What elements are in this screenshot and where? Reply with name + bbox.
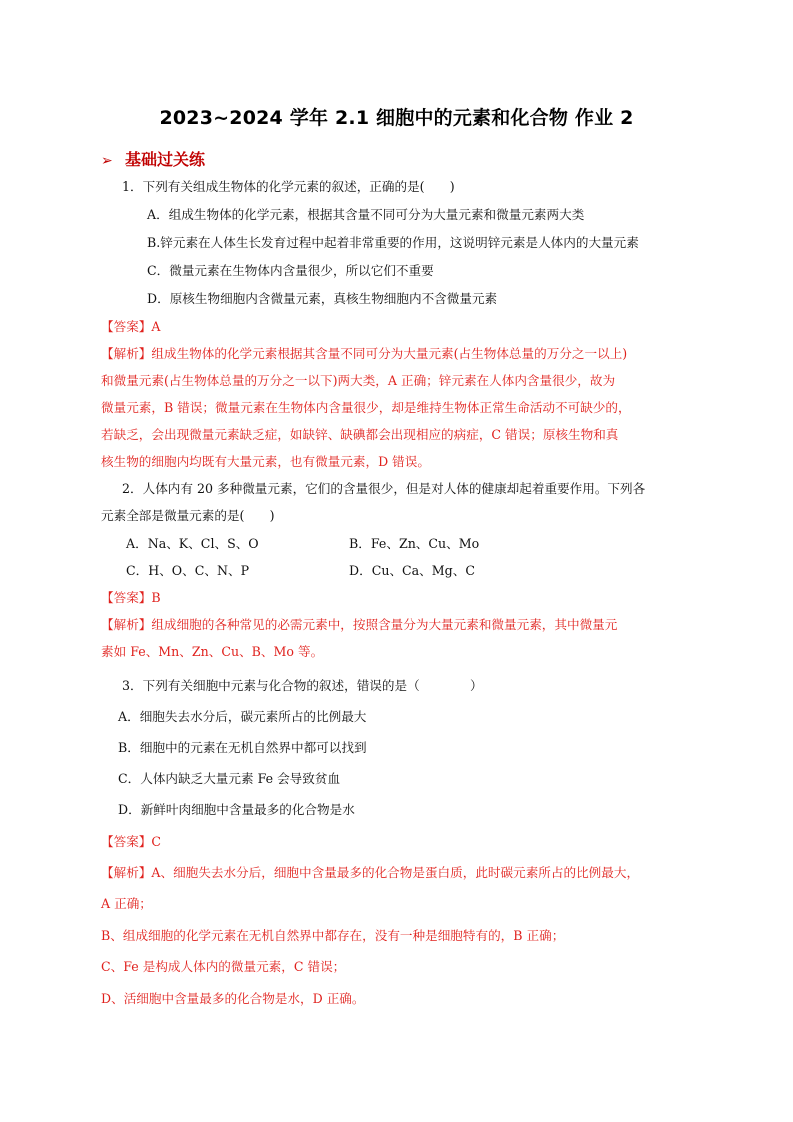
section-label: 基础过关练 [125, 150, 206, 169]
q3-analysis-line: A 正确； [101, 896, 152, 911]
answer-tag: 【答案】 [101, 319, 152, 334]
q2-stem: 元素全部是微量元素的是( ) [101, 508, 275, 523]
q1-answer [101, 318, 160, 336]
analysis-tag: 【解析】 [101, 865, 152, 880]
q3-stem: 3．下列有关细胞中元素与化合物的叙述，错误的是（ ） [122, 678, 483, 693]
q2-analysis-line [101, 616, 617, 634]
analysis-text: 组成生物体的化学元素根据其含量不同可分为大量元素(占生物体总量的万分之一以上) [151, 346, 628, 361]
q2-stem: 2．人体内有 20 多种微量元素，它们的含量很少，但是对人体的健康却起着重要作用。下列各 [122, 481, 646, 496]
analysis-text: A、细胞失去水分后，细胞中含量最多的化合物是蛋白质，此时碳元素所占的比例最大， [151, 865, 640, 880]
q1-option-c: C．微量元素在生物体内含量很少，所以它们不重要 [147, 263, 434, 278]
section-heading [101, 147, 205, 170]
q3-option-d: D．新鲜叶肉细胞中含量最多的化合物是水 [118, 802, 355, 817]
answer-value: B [151, 590, 161, 605]
q1-analysis-line: 微量元素，B 错误；微量元素在生物体内含量很少，却是维持生物体正常生命活动不可缺少的， [101, 400, 631, 415]
q1-option-b: B.锌元素在人体生长发育过程中起着非常重要的作用，这说明锌元素是人体内的大量元素 [147, 235, 639, 250]
q1-analysis-line: 若缺乏，会出现微量元素缺乏症，如缺锌、缺碘都会出现相应的病症，C 错误；原核生物和真 [101, 427, 619, 442]
q2-option-a: A．Na、K、Cl、S、O [126, 536, 259, 551]
answer-value: A [151, 319, 161, 334]
q1-analysis-line: 核生物的细胞内均既有大量元素，也有微量元素，D 错误。 [101, 454, 430, 469]
q3-analysis-line: C、Fe 是构成人体内的微量元素，C 错误； [101, 959, 346, 974]
q3-option-b: B．细胞中的元素在无机自然界中都可以找到 [118, 740, 367, 755]
analysis-tag: 【解析】 [101, 617, 152, 632]
answer-tag: 【答案】 [101, 590, 152, 605]
answer-tag: 【答案】 [101, 834, 152, 849]
page-title: 2023~2024 学年 2.1 细胞中的元素和化合物 作业 2 [159, 107, 634, 129]
q1-option-d: D．原核生物细胞内含微量元素，真核生物细胞内不含微量元素 [147, 291, 498, 306]
q2-answer [101, 589, 161, 607]
q2-option-d: D．Cu、Ca、Mg、C [349, 563, 475, 578]
q1-option-a: A．组成生物体的化学元素，根据其含量不同可分为大量元素和微量元素两大类 [147, 207, 585, 222]
q1-stem: 1．下列有关组成生物体的化学元素的叙述，正确的是( ) [122, 179, 455, 194]
q3-analysis-line [101, 864, 639, 882]
q2-option-c: C．H、O、C、N、P [126, 563, 250, 578]
q3-analysis-line: B、组成细胞的化学元素在无机自然界中都存在，没有一种是细胞特有的，B 正确； [101, 928, 565, 943]
q3-option-c: C．人体内缺乏大量元素 Fe 会导致贫血 [118, 771, 341, 786]
arrow-bullet-icon: ➢ [101, 153, 113, 169]
q3-answer [101, 833, 161, 851]
q3-analysis-line: D、活细胞中含量最多的化合物是水，D 正确。 [101, 991, 365, 1006]
q1-analysis-line [101, 345, 627, 363]
analysis-text: 组成细胞的各种常见的必需元素中，按照含量分为大量元素和微量元素，其中微量元 [151, 617, 618, 632]
q3-option-a: A．细胞失去水分后，碳元素所占的比例最大 [118, 709, 367, 724]
q2-option-b: B．Fe、Zn、Cu、Mo [349, 536, 480, 551]
analysis-tag: 【解析】 [101, 346, 152, 361]
answer-value: C [151, 834, 162, 849]
q2-analysis-line: 素如 Fe、Mn、Zn、Cu、B、Mo 等。 [101, 644, 324, 659]
q1-analysis-line: 和微量元素(占生物体总量的万分之一以下)两大类，A 正确；锌元素在人体内含量很少，故为 [101, 373, 616, 388]
